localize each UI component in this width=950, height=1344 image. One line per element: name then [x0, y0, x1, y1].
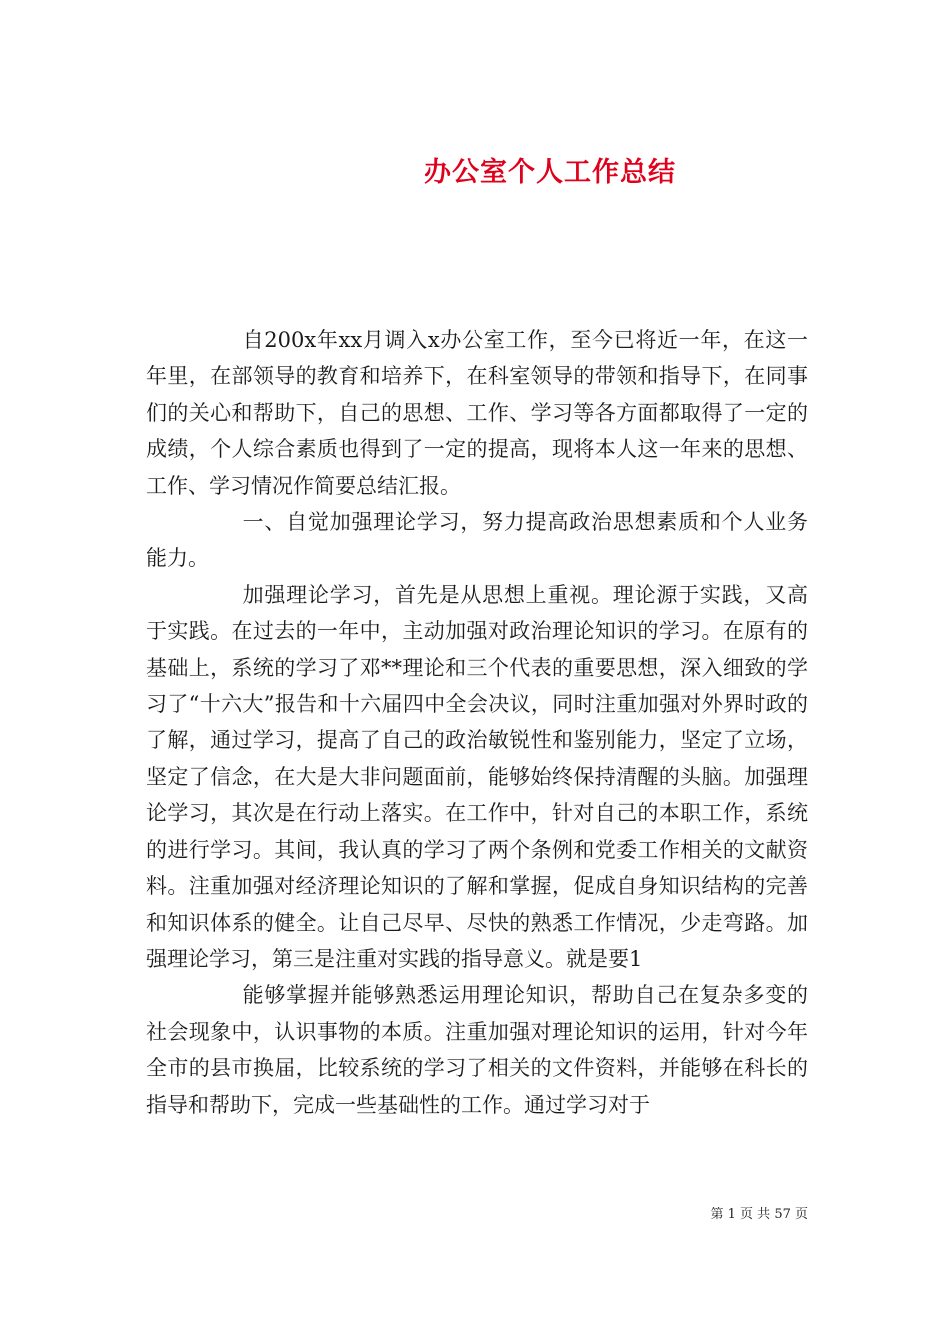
document-body: [146, 322, 808, 1123]
section-heading: 一、自觉加强理论学习，努力提高政治思想素质和个人业务能力。: [146, 510, 808, 571]
document-title: 办公室个人工作总结: [424, 157, 676, 189]
paragraph-theory-study: 加强理论学习，首先是从思想上重视。理论源于实践，又高于实践。在过去的一年中，主动加强对政治理论知识的学习。在原有的基础上，系统的学习了邓**理论和三个代表的重要思想，深入细致的学习了“十六大”报告和十六届四中全会决议，同时注重加强对外界时政的了解，通过学习，提高了自己的政治敏锐性和鉴别能力，坚定了立场，坚定了信念，在大是大非问题面前，能够始终保持清醒的头脑。加强理论学习，其次是在行动上落实。在工作中，针对自己的本职工作，系统的进行学习。其间，我认真的学习了两个条例和党委工作相关的文献资料。注重加强对经济理论知识的了解和掌握，促成自身知识结构的完善和知识体系的健全。让自己尽早、尽快的熟悉工作情况，少走弯路。加强理论学习，第三是注重对实践的指导意义。就是要1: [146, 582, 808, 971]
paragraph-intro: 自200x年xx月调入x办公室工作，至今已将近一年，在这一年里，在部领导的教育和培养下，在科室领导的带领和指导下，在同事们的关心和帮助下，自己的思想、工作、学习等各方面都取得了一定的成绩，个人综合素质也得到了一定的提高，现将本人这一年来的思想、工作、学习情况作简要总结汇报。: [146, 328, 808, 498]
paragraph-application: 能够掌握并能够熟悉运用理论知识，帮助自己在复杂多变的社会现象中，认识事物的本质。注重加强对理论知识的运用，针对今年全市的县市换届，比较系统的学习了相关的文件资料，并能够在科长的指导和帮助下，完成一些基础性的工作。通过学习对于: [146, 983, 808, 1117]
page-number-footer: 第 1 页 共 57 页: [710, 1207, 808, 1222]
